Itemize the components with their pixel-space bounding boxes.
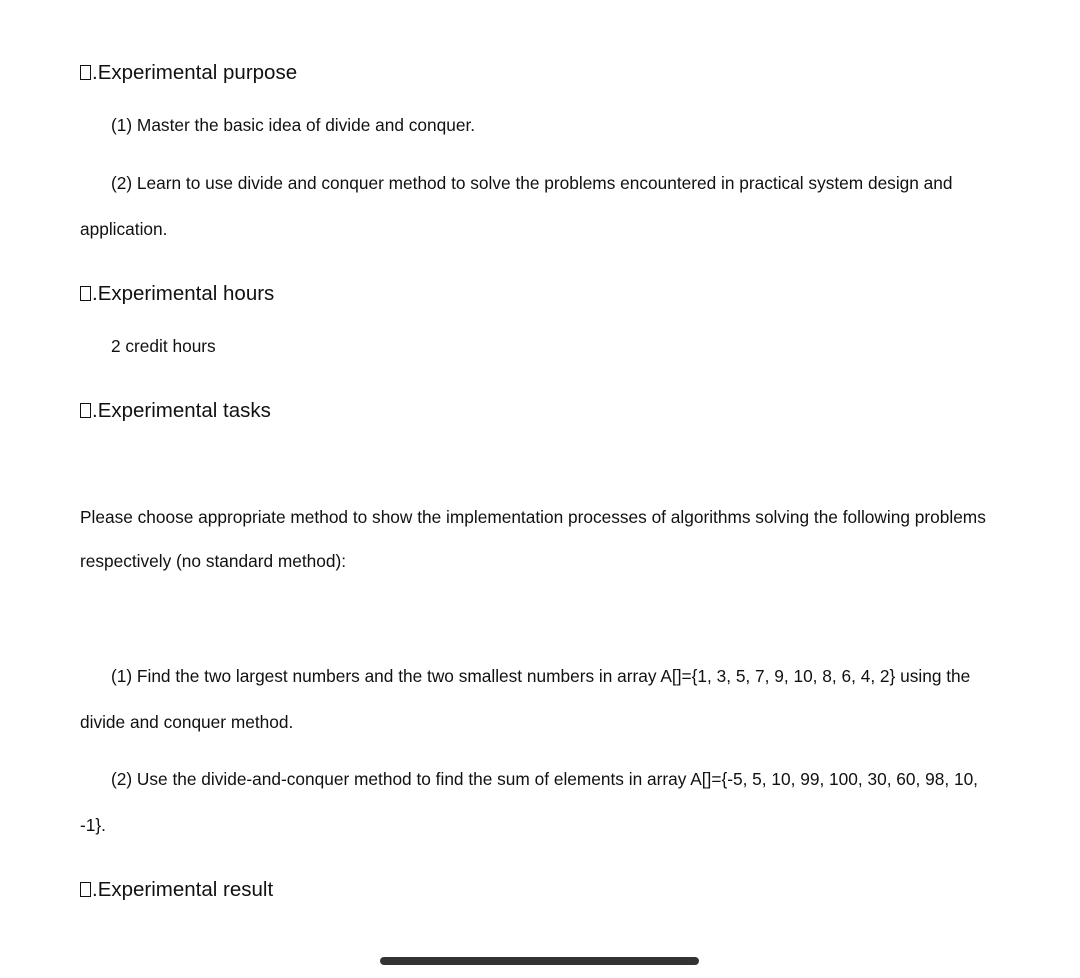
missing-glyph-icon (80, 882, 91, 897)
missing-glyph-icon (80, 286, 91, 301)
task-1-line-1: (1) Find the two largest numbers and the two smallest numbers in array A[]={1, 3, 5, 7, 9, 10, 8, 6, 4, 2} using the (111, 666, 971, 686)
hours-text: 2 credit hours (111, 336, 216, 356)
section-heading-purpose (80, 61, 297, 85)
purpose-item-2-line-1: (2) Learn to use divide and conquer method to solve the problems encountered in practical system design and (111, 173, 953, 193)
heading-text: .Experimental tasks (92, 399, 271, 422)
purpose-item-1: (1) Master the basic idea of divide and conquer. (111, 115, 476, 135)
task-2-line-1: (2) Use the divide-and-conquer method to find the sum of elements in array A[]={-5, 5, 10, 99, 100, 30, 60, 98, 10, (111, 769, 978, 789)
task-2-line-2: -1}. (80, 815, 106, 835)
section-heading-result (80, 878, 273, 902)
tasks-intro-line-1: Please choose appropriate method to show the implementation processes of algorithms solving the following problems (80, 507, 986, 527)
task-1-line-2: divide and conquer method. (80, 712, 294, 732)
missing-glyph-icon (80, 65, 91, 80)
tasks-intro-line-2: respectively (no standard method): (80, 551, 347, 571)
heading-text: .Experimental purpose (92, 61, 298, 84)
missing-glyph-icon (80, 403, 91, 418)
purpose-item-2-line-2: application. (80, 219, 168, 239)
heading-text: .Experimental hours (92, 282, 275, 305)
horizontal-scrollbar[interactable] (380, 957, 699, 965)
section-heading-hours (80, 282, 274, 306)
heading-text: .Experimental result (92, 878, 274, 901)
section-heading-tasks (80, 399, 271, 423)
